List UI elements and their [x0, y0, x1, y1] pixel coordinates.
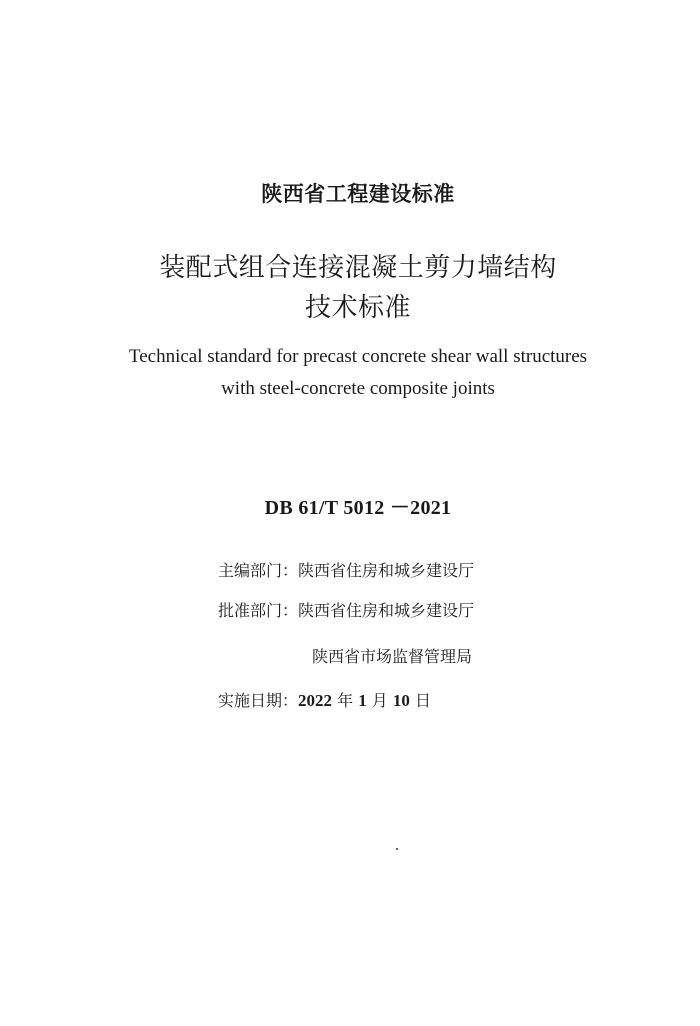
- approver-row-2: [312, 645, 472, 669]
- effective-date-year: 2022: [298, 691, 333, 710]
- page-dot-mark: [396, 848, 398, 850]
- approver-value-2: 陕西省市场监督管理局: [312, 647, 473, 666]
- effective-date-day-unit: 日: [409, 691, 431, 710]
- approver-label: 批准部门：: [218, 601, 299, 620]
- effective-date-year-unit: 年: [332, 691, 359, 710]
- effective-date-label: 实施日期：: [218, 691, 299, 710]
- title-chinese-line-1: 装配式组合连接混凝土剪力墙结构: [159, 253, 557, 283]
- effective-date-month-unit: 月: [366, 691, 393, 710]
- issuer-heading: 陕西省工程建设标准: [261, 182, 455, 206]
- editor-label: 主编部门：: [218, 561, 299, 580]
- editor-row: [218, 559, 474, 583]
- title-english-line-1: Technical standard for precast concrete shear wall structures: [128, 346, 588, 367]
- editor-value: 陕西省住房和城乡建设厅: [298, 561, 475, 580]
- effective-date-row: [218, 689, 431, 713]
- approver-value-1: 陕西省住房和城乡建设厅: [298, 601, 475, 620]
- approver-row: [218, 599, 474, 623]
- title-english-line-2: with steel-concrete composite joints: [221, 378, 495, 399]
- effective-date-day: 10: [392, 691, 410, 710]
- effective-date-month: 1: [358, 691, 367, 710]
- standard-code: DB 61/T 5012 －2021: [264, 497, 452, 519]
- title-chinese-line-2: 技术标准: [304, 293, 411, 323]
